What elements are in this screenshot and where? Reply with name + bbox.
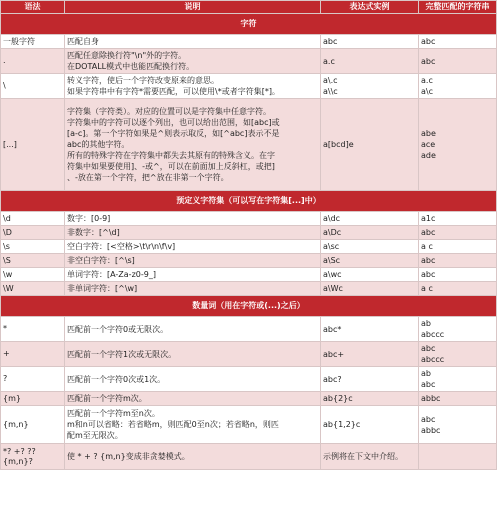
match-cell-line: ab [421, 319, 431, 328]
description-cell-line: 数字：[0-9] [67, 214, 111, 223]
description-cell [65, 254, 321, 268]
example-cell [321, 226, 419, 240]
table-row [1, 342, 497, 367]
example-cell-line: a[bcd]e [323, 140, 354, 149]
description-cell [65, 367, 321, 392]
match-cell-line: a c [421, 284, 433, 293]
match-cell [419, 35, 497, 49]
description-cell-line: 非空白字符：[^\s] [67, 256, 135, 265]
syntax-cell: * [1, 317, 65, 342]
description-cell-line: 匹配任意除换行符"\n"外的字符。 [67, 51, 187, 60]
section-chars [1, 14, 497, 35]
syntax-cell: \W [1, 282, 65, 296]
table-row [1, 367, 497, 392]
example-cell [321, 392, 419, 406]
description-cell [65, 342, 321, 367]
description-cell [65, 406, 321, 444]
match-cell [419, 212, 497, 226]
description-cell-line: 非数字：[^\d] [67, 228, 120, 237]
description-cell [65, 35, 321, 49]
description-cell-line: 匹配前一个字符m至n次。 [67, 409, 160, 418]
match-cell-line: abc [421, 56, 436, 66]
example-cell [321, 35, 419, 49]
match-cell-line: abc [421, 414, 436, 424]
example-cell-line: a\\c [323, 87, 338, 96]
example-cell [321, 367, 419, 392]
match-cell-line: ade [421, 151, 436, 160]
description-cell-line: 使 * + ? {m,n}变成非贪婪模式。 [67, 452, 190, 461]
example-cell-line: a\wc [323, 270, 342, 279]
example-cell-line: abc [323, 37, 338, 46]
match-cell [419, 444, 497, 470]
table-row [1, 49, 497, 74]
match-cell [419, 367, 497, 392]
table-row [1, 74, 497, 99]
description-cell-line: 匹配前一个字符m次。 [67, 394, 147, 403]
description-cell-line: 符集中如果要使用]、-或^，可以在前面加上反斜杠，或把] [67, 162, 275, 171]
table-row [1, 254, 497, 268]
match-cell-line: abc [421, 228, 436, 237]
match-cell-line: ab [421, 369, 431, 378]
example-cell-line: a\.c [323, 76, 338, 85]
table-row [1, 212, 497, 226]
description-cell-line: 空白字符：[<空格>\t\r\n\f\v] [67, 242, 176, 251]
table-row [1, 268, 497, 282]
syntax-cell: \D [1, 226, 65, 240]
description-cell-line: 字符集（字符类）。对应的位置可以是字符集中任意字符。 [67, 107, 271, 116]
description-cell-line: 单词字符：[A-Za-z0-9_] [67, 270, 156, 279]
match-cell-line: ace [421, 140, 436, 149]
description-cell-line: 匹配自身 [67, 37, 99, 46]
syntax-cell: \S [1, 254, 65, 268]
header-row [1, 1, 497, 14]
syntax-cell: {m} [1, 392, 65, 406]
match-cell [419, 74, 497, 99]
match-cell-line: abc [421, 37, 436, 46]
syntax-cell: *? +? ?? {m,n}? [1, 444, 65, 470]
syntax-cell: 一般字符 [1, 35, 65, 49]
description-cell-line: 匹配前一个字符0次或1次。 [67, 374, 166, 384]
match-cell-line: a1c [421, 214, 436, 223]
match-cell [419, 392, 497, 406]
example-cell-line: a\Wc [323, 284, 343, 293]
match-cell [419, 240, 497, 254]
syntax-cell: \s [1, 240, 65, 254]
example-cell [321, 240, 419, 254]
match-cell-line: abbc [421, 425, 441, 435]
example-cell [321, 342, 419, 367]
description-cell-line: 在DOTALL模式中也能匹配换行符。 [67, 62, 195, 71]
match-cell-line: abc [421, 256, 436, 265]
match-cell [419, 254, 497, 268]
description-cell-line: 配m至无限次。 [67, 431, 123, 440]
description-cell [65, 212, 321, 226]
example-cell [321, 254, 419, 268]
syntax-cell: \w [1, 268, 65, 282]
section-predefined [1, 191, 497, 212]
table-row [1, 406, 497, 444]
example-cell-line: ab{1,2}c [323, 420, 361, 429]
match-cell [419, 268, 497, 282]
description-cell [65, 392, 321, 406]
example-cell-line: a\sc [323, 242, 340, 251]
description-cell-line: [a-c]。第一个字符如果是^则表示取反，如[^abc]表示不是 [67, 129, 280, 138]
header-match: 完整匹配的字符串 [419, 1, 497, 14]
section-title: 预定义字符集（可以写在字符集[...]中） [1, 191, 497, 212]
table-row [1, 226, 497, 240]
example-cell [321, 444, 419, 470]
table-row [1, 282, 497, 296]
table-row [1, 35, 497, 49]
example-cell [321, 99, 419, 191]
description-cell-line: 转义字符，使后一个字符改变原来的意思。 [67, 76, 219, 85]
match-cell-line: abbc [421, 394, 441, 403]
table-row [1, 392, 497, 406]
example-cell [321, 268, 419, 282]
match-cell-line: a\c [421, 87, 433, 96]
description-cell-line: 、-放在第一个字符，把^放在非第一个字符。 [67, 173, 229, 182]
match-cell [419, 99, 497, 191]
header-syntax: 语法 [1, 1, 65, 14]
match-cell-line: abc [421, 344, 436, 353]
description-cell-line: 所有的特殊字符在字符集中都失去其原有的特殊含义。在字 [67, 151, 275, 160]
syntax-cell: [...] [1, 99, 65, 191]
description-cell [65, 317, 321, 342]
table-row [1, 99, 497, 191]
match-cell [419, 49, 497, 74]
description-cell [65, 268, 321, 282]
example-cell-line: a\Sc [323, 256, 341, 265]
example-cell [321, 212, 419, 226]
syntax-cell: \ [1, 74, 65, 99]
syntax-cell: + [1, 342, 65, 367]
description-cell-line: m和n可以省略：若省略m，则匹配0至n次；若省略n，则匹 [67, 420, 279, 429]
description-cell [65, 282, 321, 296]
example-cell [321, 406, 419, 444]
description-cell [65, 240, 321, 254]
section-title: 数量词（用在字符或(...)之后） [1, 296, 497, 317]
description-cell [65, 74, 321, 99]
description-cell [65, 444, 321, 470]
syntax-cell: \d [1, 212, 65, 226]
syntax-cell: ? [1, 367, 65, 392]
match-cell [419, 282, 497, 296]
section-title: 字符 [1, 14, 497, 35]
match-cell [419, 406, 497, 444]
description-cell-line: 字符集中的字符可以逐个列出，也可以给出范围，如[abc]或 [67, 118, 280, 127]
description-cell [65, 226, 321, 240]
example-cell-line: a\dc [323, 214, 341, 223]
match-cell [419, 317, 497, 342]
description-cell-line: 匹配前一个字符1次或无限次。 [67, 349, 177, 359]
match-cell [419, 226, 497, 240]
header-description: 说明 [65, 1, 321, 14]
example-cell-line: abc+ [323, 349, 345, 359]
description-cell [65, 49, 321, 74]
example-cell-line: ab{2}c [323, 394, 353, 403]
example-cell-line: abc* [323, 324, 342, 334]
table-row [1, 444, 497, 470]
syntax-cell: {m,n} [1, 406, 65, 444]
description-cell-line: 非单词字符：[^\w] [67, 284, 138, 293]
example-cell [321, 282, 419, 296]
section-quantifiers [1, 296, 497, 317]
header-example: 表达式实例 [321, 1, 419, 14]
example-cell-line: a.c [323, 56, 335, 66]
example-cell [321, 74, 419, 99]
description-cell [65, 99, 321, 191]
match-cell-line: abc [421, 380, 436, 389]
match-cell-line: abccc [421, 355, 445, 364]
example-cell-line: abc? [323, 374, 342, 384]
description-cell-line: 匹配前一个字符0或无限次。 [67, 324, 169, 334]
example-cell [321, 317, 419, 342]
syntax-cell: . [1, 49, 65, 74]
match-cell-line: abc [421, 270, 436, 279]
example-cell [321, 49, 419, 74]
match-cell [419, 342, 497, 367]
match-cell-line: abccc [421, 330, 445, 339]
example-cell-line: a\Dc [323, 228, 342, 237]
description-cell-line: abc的其他字符。 [67, 140, 130, 149]
table-row [1, 317, 497, 342]
table-row [1, 240, 497, 254]
description-cell-line: 如果字符串中有字符*需要匹配，可以使用\*或者字符集[*]。 [67, 87, 280, 96]
example-cell-line: 示例将在下文中介绍。 [323, 452, 403, 461]
match-cell-line: a.c [421, 76, 433, 85]
match-cell-line: abe [421, 129, 436, 138]
match-cell-line: a c [421, 242, 433, 251]
